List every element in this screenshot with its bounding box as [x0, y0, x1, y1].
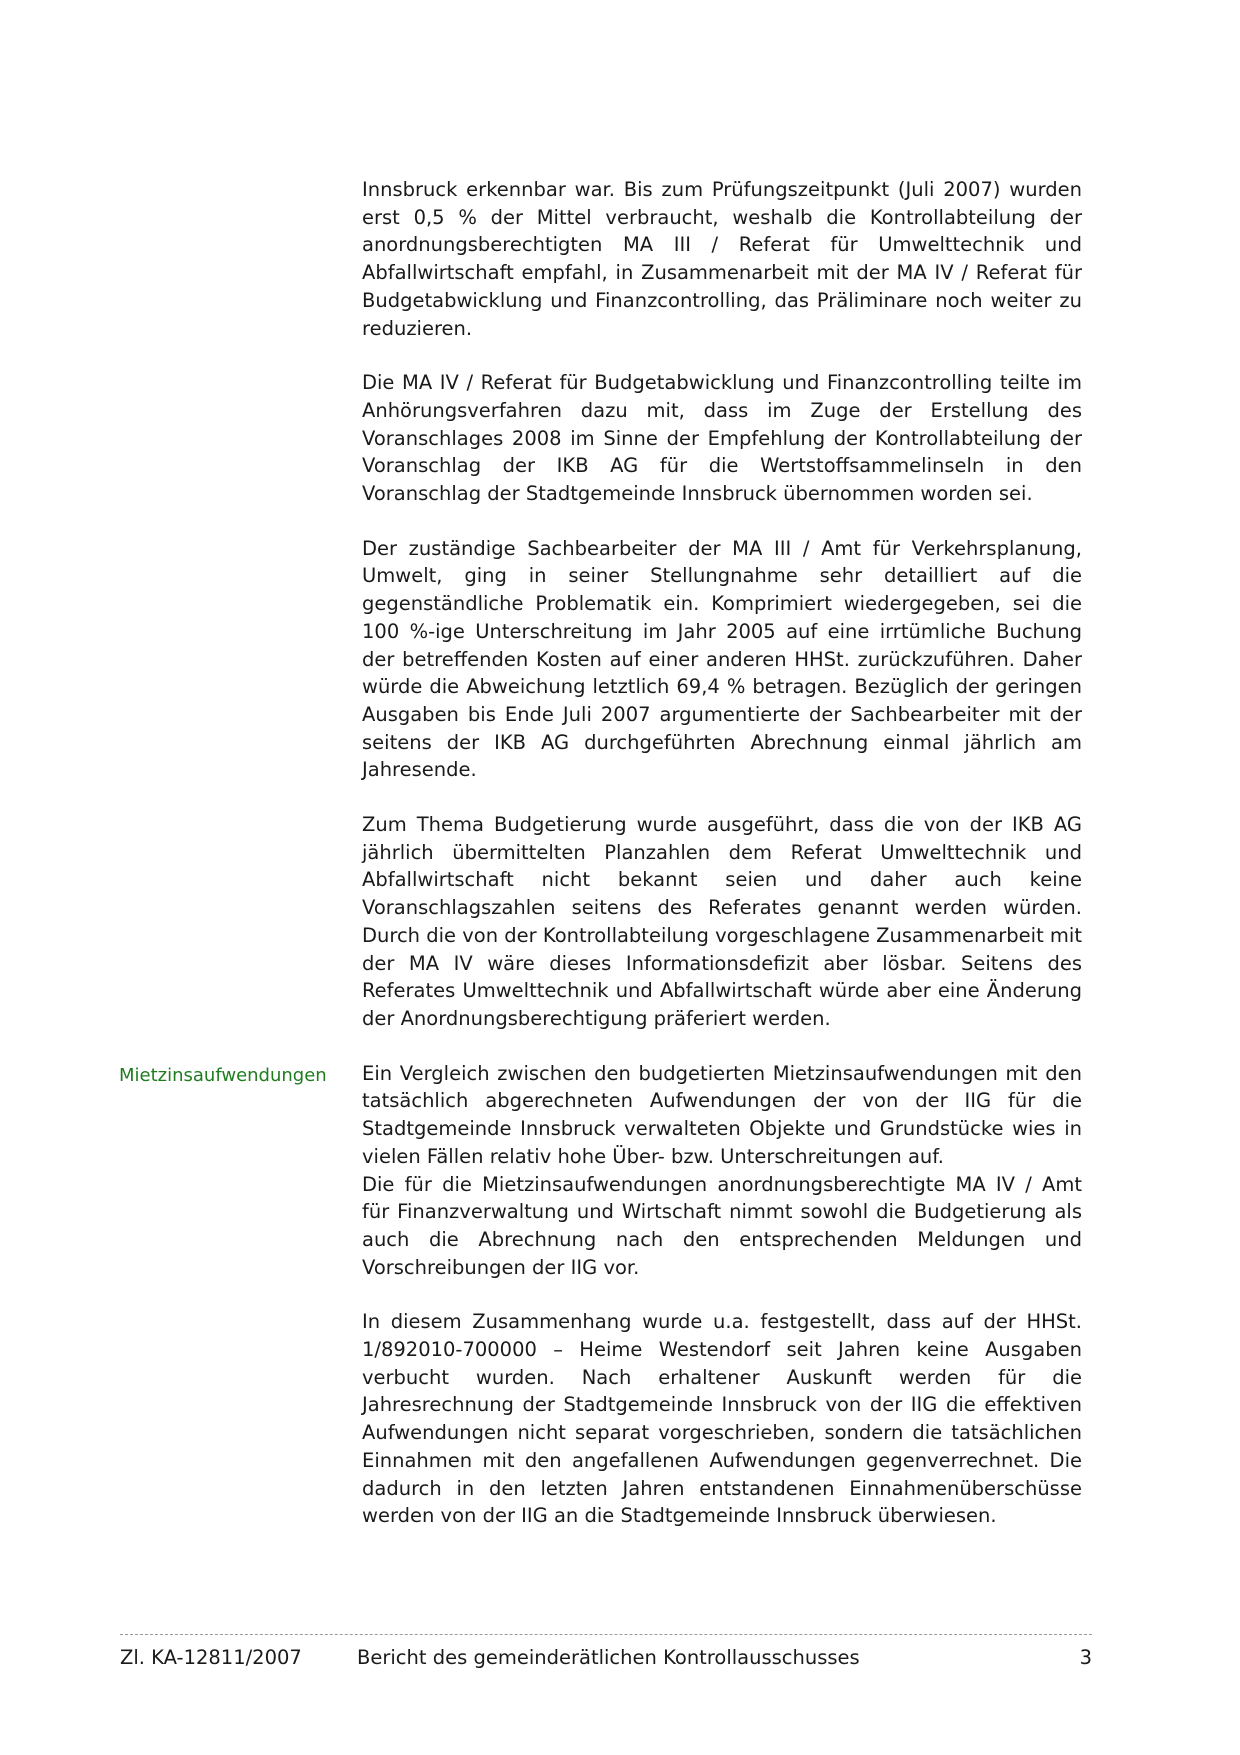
paragraph-4: Zum Thema Budgetierung wurde ausgeführt, dass die von der IKB AG jährlich übermittelten Planzahlen dem Referat Umwelttechnik und Abfallwirtschaft nicht bekannt seien und daher auch keine Voranschlagszahlen seitens des Referates genannt werden würden. Durch die von der Kontrollabteilung vorgeschlagene Zusammenarbeit mit der MA IV wäre dieses Informationsdefizit aber lösbar. Seitens des Referates Umwelttechnik und Abfallwirtschaft würde aber eine Änderung der Anordnungsberechtigung präferiert werden.	[362, 813, 1082, 1030]
main-content	[119, 176, 1082, 1557]
section-paragraph-2: In diesem Zusammenhang wurde u.a. festgestellt, dass auf der HHSt. 1/892010-700000 – Heime Westendorf seit Jahren keine Ausgaben verbucht wurden. Nach erhaltener Auskunft werden für die Jahresrechnung der Stadtgemeinde Innsbruck von der IIG die effektiven Aufwendungen nicht separat vorgeschrieben, sondern die tatsächlichen Einnahmen mit den angefallenen Aufwendungen gegenverrechnet. Die dadurch in den letzten Jahren entstandenen Einnahmenüberschüsse werden von der IIG an die Stadtgemeinde Innsbruck überwiesen.	[362, 1310, 1082, 1528]
paragraph-2: Die MA IV / Referat für Budgetabwicklung und Finanzcontrolling teilte im Anhörungsverfahren dazu mit, dass im Zuge der Erstellung des Voranschlages 2008 im Sinne der Empfehlung der Kontrollabteilung der Voranschlag der IKB AG für die Wertstoffsammelinseln in den Voranschlag der Stadtgemeinde Innsbruck übernommen worden sei.	[362, 371, 1082, 506]
margin-heading: Mietzinsaufwendungen	[119, 1064, 327, 1086]
footer-reference: Zl. KA-12811/2007	[120, 1646, 302, 1669]
footer-divider	[120, 1634, 1092, 1635]
page-footer	[120, 1646, 1092, 1676]
paragraph-3: Der zuständige Sachbearbeiter der MA III / Amt für Verkehrsplanung, Umwelt, ging in seiner Stellungnahme sehr detailliert auf die gegenständliche Problematik ein. Komprimiert wiedergegeben, sei die 100 %-ige Unterschreitung im Jahr 2005 auf eine irrtümliche Buchung der betreffenden Kosten auf einer anderen HHSt. zurückzuführen. Daher würde die Abweichung letztlich 69,4 % betragen. Bezüglich der geringen Ausgaben bis Ende Juli 2007 argumentierte der Sachbearbeiter mit der seitens der IKB AG durchgeführten Abrechnung einmal jährlich am Jahresende.	[362, 536, 1082, 782]
section-paragraph-1a: Ein Vergleich zwischen den budgetierten Mietzinsaufwendungen mit den tatsächlich abgerechneten Aufwendungen der von der IIG für die Stadtgemeinde Innsbruck verwalteten Objekte und Grundstücke wies in vielen Fällen relativ hohe Über- bzw. Unterschreitungen auf.	[362, 1061, 1082, 1168]
section-mietzinsaufwendungen	[119, 1060, 1082, 1530]
section-paragraph-1b: Die für die Mietzinsaufwendungen anordnungsberechtigte MA IV / Amt für Finanzverwaltung und Wirtschaft nimmt sowohl die Budgetierung als auch die Abrechnung nach den entsprechenden Meldungen und Vorschreibungen der IIG vor.	[362, 1172, 1082, 1279]
paragraph-1: Innsbruck erkennbar war. Bis zum Prüfungszeitpunkt (Juli 2007) wurden erst 0,5 % der Mittel verbraucht, weshalb die Kontrollabteilung der anordnungsberechtigten MA III / Referat für Umwelttechnik und Abfallwirtschaft empfahl, in Zusammenarbeit mit der MA IV / Referat für Budgetabwicklung und Finanzcontrolling, das Präliminare noch weiter zu reduzieren.	[362, 178, 1082, 340]
page-number: 3	[1079, 1646, 1092, 1669]
footer-title: Bericht des gemeinderätlichen Kontrollausschusses	[357, 1646, 860, 1669]
